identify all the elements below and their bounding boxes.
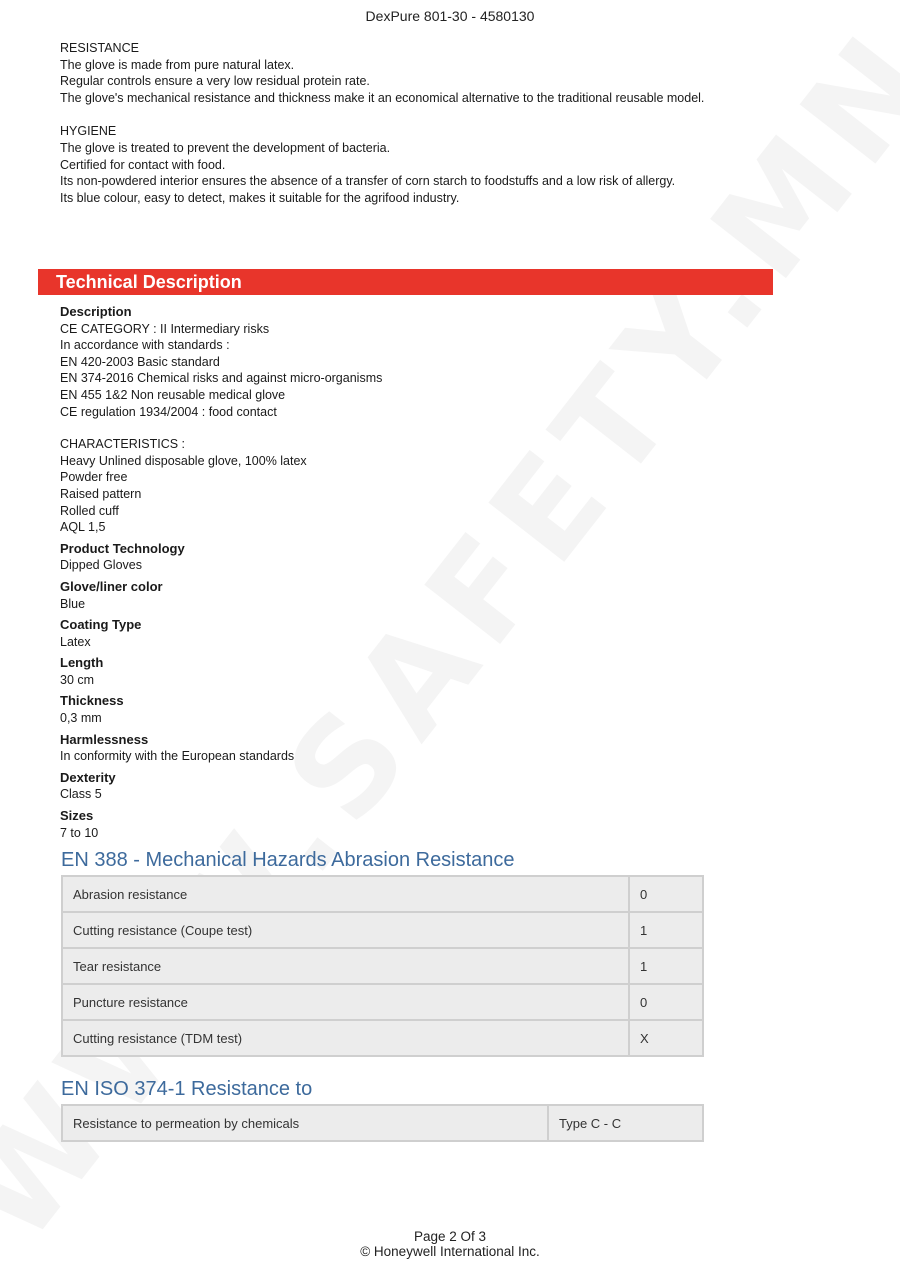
property-value: Dipped Gloves bbox=[60, 558, 142, 573]
en374-title: EN ISO 374-1 Resistance to bbox=[61, 1078, 313, 1100]
intro-line: RESISTANCE bbox=[60, 41, 139, 55]
property-heading: Dexterity bbox=[60, 769, 116, 785]
property-value: 7 to 10 bbox=[60, 825, 99, 840]
property-heading: Product Technology bbox=[60, 540, 185, 556]
row-label: Puncture resistance bbox=[62, 984, 629, 1020]
property-value: 0,3 mm bbox=[60, 711, 102, 726]
row-value: X bbox=[629, 1020, 703, 1056]
intro-line: HYGIENE bbox=[60, 124, 117, 139]
en388-table bbox=[61, 875, 704, 1057]
property-heading: Sizes bbox=[60, 808, 94, 824]
document-title: DexPure 801-30 - 4580130 bbox=[365, 8, 535, 24]
description-line: EN 420-2003 Basic standard bbox=[60, 354, 220, 369]
characteristics-line: Raised pattern bbox=[60, 486, 142, 501]
property-heading: Coating Type bbox=[60, 617, 142, 633]
row-value: 0 bbox=[629, 876, 703, 912]
characteristics-line: Heavy Unlined disposable glove, 100% latex bbox=[60, 453, 307, 468]
property-heading: Length bbox=[60, 655, 104, 671]
description-line: EN 455 1&2 Non reusable medical glove bbox=[60, 387, 286, 402]
property-value: In conformity with the European standards bbox=[60, 749, 295, 764]
technical-description bbox=[60, 304, 760, 841]
row-value: 1 bbox=[629, 948, 703, 984]
row-label: Cutting resistance (TDM test) bbox=[62, 1020, 629, 1056]
hygiene-block bbox=[60, 123, 704, 206]
row-value: 1 bbox=[629, 912, 703, 948]
intro-text bbox=[60, 40, 704, 223]
description-line: CE CATEGORY : II Intermediary risks bbox=[60, 321, 270, 336]
property-value: 30 cm bbox=[60, 672, 95, 687]
description-line: EN 374-2016 Chemical risks and against micro-organisms bbox=[60, 371, 383, 386]
property-value: Latex bbox=[60, 634, 91, 649]
table-row bbox=[62, 984, 703, 1020]
table-row bbox=[62, 1020, 703, 1056]
en374-table bbox=[61, 1104, 704, 1142]
intro-line: Certified for contact with food. bbox=[60, 157, 226, 172]
intro-line: Its non-powdered interior ensures the absence of a transfer of corn starch to foodstuffs and a low risk of allergy. bbox=[60, 174, 676, 189]
characteristics-line: AQL 1,5 bbox=[60, 520, 106, 535]
description-line: CE regulation 1934/2004 : food contact bbox=[60, 404, 277, 419]
row-label: Abrasion resistance bbox=[62, 876, 629, 912]
intro-line: Its blue colour, easy to detect, makes it suitable for the agrifood industry. bbox=[60, 190, 460, 205]
property-heading: Glove/liner color bbox=[60, 578, 163, 594]
row-label: Cutting resistance (Coupe test) bbox=[62, 912, 629, 948]
row-label: Resistance to permeation by chemicals bbox=[62, 1105, 548, 1141]
property-value: Class 5 bbox=[60, 787, 102, 802]
table-row bbox=[62, 876, 703, 912]
property-heading: Harmlessness bbox=[60, 731, 149, 747]
characteristics-line: Powder free bbox=[60, 470, 128, 485]
table-row bbox=[62, 912, 703, 948]
description-line: In accordance with standards : bbox=[60, 338, 230, 353]
section-title: Technical Description bbox=[56, 272, 242, 292]
description-heading: Description bbox=[60, 304, 132, 319]
en388-title: EN 388 - Mechanical Hazards Abrasion Resistance bbox=[61, 849, 515, 871]
resistance-block bbox=[60, 40, 704, 106]
page-number: Page 2 Of 3 bbox=[413, 1229, 487, 1244]
row-value: Type C - C bbox=[548, 1105, 703, 1141]
spacer bbox=[60, 420, 760, 436]
intro-line: The glove's mechanical resistance and thickness make it an economical alternative to the traditional reusable model. bbox=[60, 90, 705, 105]
copyright: © Honeywell International Inc. bbox=[360, 1244, 540, 1259]
row-label: Tear resistance bbox=[62, 948, 629, 984]
page-footer bbox=[0, 1229, 900, 1259]
intro-line: The glove is treated to prevent the development of bacteria. bbox=[60, 140, 391, 155]
table-row bbox=[62, 1105, 703, 1141]
property-heading: Thickness bbox=[60, 693, 124, 709]
table-row bbox=[62, 948, 703, 984]
characteristics-line: CHARACTERISTICS : bbox=[60, 437, 186, 452]
section-header-bar bbox=[38, 269, 773, 295]
row-value: 0 bbox=[629, 984, 703, 1020]
characteristics-line: Rolled cuff bbox=[60, 503, 119, 518]
property-value: Blue bbox=[60, 596, 86, 611]
intro-line: Regular controls ensure a very low residual protein rate. bbox=[60, 74, 370, 89]
intro-line: The glove is made from pure natural latex. bbox=[60, 57, 295, 72]
